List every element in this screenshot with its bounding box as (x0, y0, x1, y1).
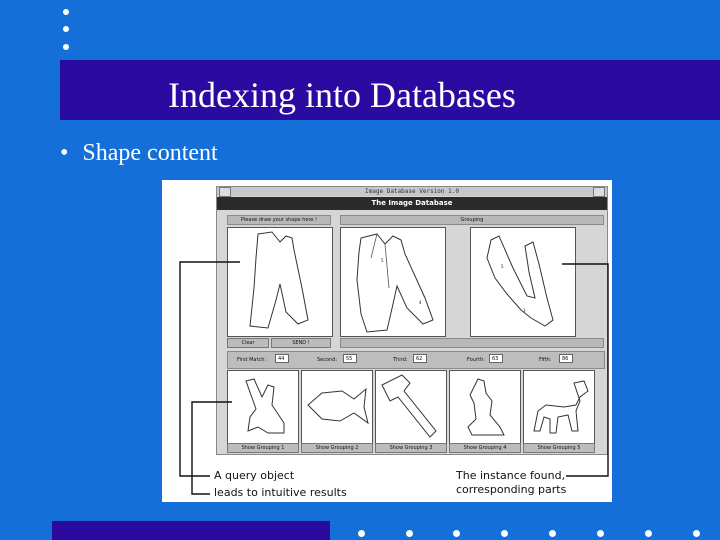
bottom-bar (52, 521, 330, 540)
match-label-2: Second: (317, 357, 338, 363)
decor-dot (549, 530, 556, 537)
svg-text:5: 5 (501, 264, 504, 269)
show-grouping-4-button[interactable]: Show Grouping 4 (449, 443, 521, 453)
decor-dot (63, 9, 69, 15)
decor-dot (693, 530, 700, 537)
decor-dot (358, 530, 365, 537)
svg-text:3: 3 (523, 308, 526, 313)
slide-title: Indexing into Databases (168, 75, 516, 115)
decor-dot (406, 530, 413, 537)
svg-text:5: 5 (381, 258, 384, 263)
svg-text:4: 4 (419, 300, 422, 305)
app-title: The Image Database (217, 197, 607, 210)
caption-right-line2: corresponding parts (456, 483, 567, 496)
bullet-text: Shape content (82, 140, 218, 166)
show-grouping-1-button[interactable]: Show Grouping 1 (227, 443, 299, 453)
grouping-label: Grouping (340, 215, 604, 225)
caption-left-line2: leads to intuitive results (214, 486, 347, 499)
decor-dot (63, 26, 69, 32)
match-value-3: 62 (413, 354, 427, 363)
show-grouping-3-button[interactable]: Show Grouping 3 (375, 443, 447, 453)
clear-button[interactable]: Clear (227, 338, 269, 348)
bullet-item (60, 140, 218, 167)
match-label-3: Third: (393, 357, 408, 363)
screenshot-figure (162, 180, 612, 502)
decor-dot (645, 530, 652, 537)
decor-dot (501, 530, 508, 537)
match-value-4: 63 (489, 354, 503, 363)
match-value-5: 86 (559, 354, 573, 363)
window-title: Image Database Version 1.0 (217, 187, 607, 196)
show-grouping-5-button[interactable]: Show Grouping 5 (523, 443, 595, 453)
bullet-marker: • (60, 140, 69, 166)
decor-dot (597, 530, 604, 537)
send-button[interactable]: SEND ! (271, 338, 331, 348)
match-label-1: First Match: (237, 357, 267, 363)
decor-dot (63, 44, 69, 50)
caption-left-line1: A query object (214, 469, 295, 482)
callout-lines (162, 180, 612, 502)
decor-dot (453, 530, 460, 537)
draw-prompt: Please draw your shape here ! (227, 215, 331, 225)
show-grouping-2-button[interactable]: Show Grouping 2 (301, 443, 373, 453)
match-value-1: 44 (275, 354, 289, 363)
caption-right-line1: The instance found, (456, 469, 566, 482)
match-label-4: Fourth: (467, 357, 485, 363)
match-label-5: Fifth: (539, 357, 552, 363)
match-value-2: 55 (343, 354, 357, 363)
